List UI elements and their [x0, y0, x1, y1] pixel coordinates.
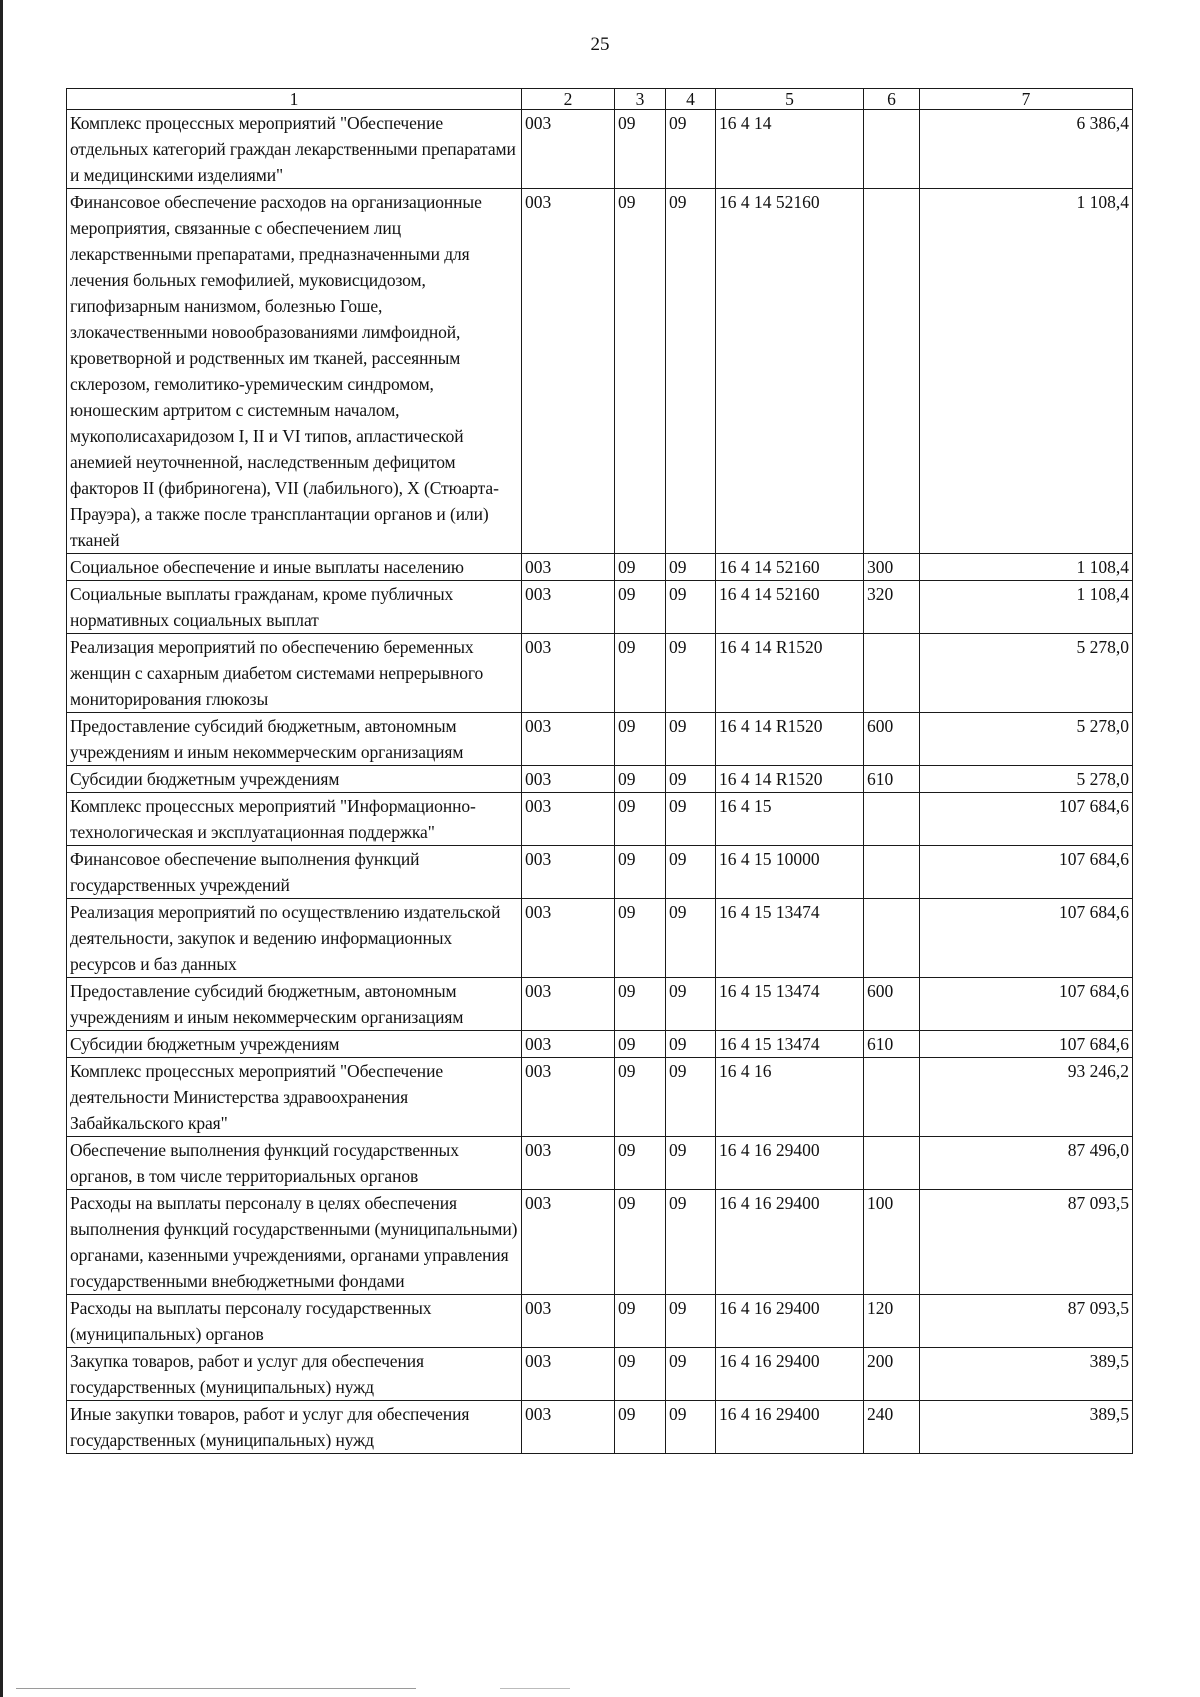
row-col4-cell: 09 [666, 554, 716, 581]
row-col5-cell: 16 4 14 52160 [716, 189, 864, 554]
row-col5-cell: 16 4 14 R1520 [716, 634, 864, 713]
row-name-cell: Обеспечение выполнения функций государственных органов, в том числе территориальных органов [67, 1137, 522, 1190]
row-col6-cell [864, 899, 920, 978]
row-amount-cell: 1 108,4 [920, 554, 1133, 581]
row-amount-cell: 1 108,4 [920, 581, 1133, 634]
row-col5-cell: 16 4 16 29400 [716, 1348, 864, 1401]
row-amount-cell: 107 684,6 [920, 846, 1133, 899]
header-col-2: 2 [522, 89, 615, 110]
table-row [67, 554, 1133, 581]
row-amount-cell: 87 093,5 [920, 1295, 1133, 1348]
row-name-cell: Субсидии бюджетным учреждениям [67, 766, 522, 793]
header-row [67, 89, 1133, 110]
table-body [67, 110, 1133, 1454]
row-col5-cell: 16 4 16 29400 [716, 1401, 864, 1454]
row-name-cell: Расходы на выплаты персоналу в целях обеспечения выполнения функций государственными (муниципальными) органами, казенными учреждениями, органами управления государственными внебюджетными фондами [67, 1190, 522, 1295]
header-col-3: 3 [615, 89, 666, 110]
row-amount-cell: 389,5 [920, 1401, 1133, 1454]
row-name-cell: Комплекс процессных мероприятий "Информационно-технологическая и эксплуатационная поддержка" [67, 793, 522, 846]
row-amount-cell: 1 108,4 [920, 189, 1133, 554]
row-col6-cell [864, 1058, 920, 1137]
row-col2-cell: 003 [522, 1401, 615, 1454]
row-col4-cell: 09 [666, 793, 716, 846]
row-col3-cell: 09 [615, 899, 666, 978]
row-col3-cell: 09 [615, 766, 666, 793]
table-row [67, 978, 1133, 1031]
row-col5-cell: 16 4 15 10000 [716, 846, 864, 899]
row-col4-cell: 09 [666, 581, 716, 634]
row-col4-cell: 09 [666, 634, 716, 713]
row-col3-cell: 09 [615, 110, 666, 189]
row-amount-cell: 107 684,6 [920, 978, 1133, 1031]
row-name-cell: Финансовое обеспечение расходов на организационные мероприятия, связанные с обеспечением лиц лекарственными препаратами, предназначенными для лечения больных гемофилией, муковисцидозом, гипофизарным нанизмом, болезнью Гоше, злокачественными новообразованиями лимфоидной, кроветворной и родственных им тканей, рассеянным склерозом, гемолитико-уремическим синдромом, юношеским артритом с системным началом, мукополисахаридозом I, II и VI типов, апластической анемией неуточненной, наследственным дефицитом факторов II (фибриногена), VII (лабильного), X (Стюарта-Прауэра), а также после трансплантации органов и (или) тканей [67, 189, 522, 554]
row-col6-cell: 100 [864, 1190, 920, 1295]
row-col4-cell: 09 [666, 1401, 716, 1454]
row-col6-cell: 600 [864, 713, 920, 766]
row-col4-cell: 09 [666, 189, 716, 554]
row-name-cell: Реализация мероприятий по обеспечению беременных женщин с сахарным диабетом системами непрерывного мониторирования глюкозы [67, 634, 522, 713]
row-col2-cell: 003 [522, 1137, 615, 1190]
row-col2-cell: 003 [522, 1031, 615, 1058]
table-row [67, 766, 1133, 793]
header-col-7: 7 [920, 89, 1133, 110]
row-col6-cell: 320 [864, 581, 920, 634]
row-name-cell: Закупка товаров, работ и услуг для обеспечения государственных (муниципальных) нужд [67, 1348, 522, 1401]
row-col3-cell: 09 [615, 793, 666, 846]
row-col3-cell: 09 [615, 713, 666, 766]
header-col-4: 4 [666, 89, 716, 110]
row-col6-cell: 120 [864, 1295, 920, 1348]
row-col6-cell: 610 [864, 1031, 920, 1058]
table-row [67, 1137, 1133, 1190]
row-col3-cell: 09 [615, 581, 666, 634]
row-col6-cell: 600 [864, 978, 920, 1031]
page-number: 25 [590, 34, 610, 55]
row-col5-cell: 16 4 15 13474 [716, 1031, 864, 1058]
table-row [67, 899, 1133, 978]
row-col2-cell: 003 [522, 1348, 615, 1401]
row-col4-cell: 09 [666, 1058, 716, 1137]
row-name-cell: Финансовое обеспечение выполнения функций государственных учреждений [67, 846, 522, 899]
row-col4-cell: 09 [666, 978, 716, 1031]
row-col2-cell: 003 [522, 554, 615, 581]
row-col3-cell: 09 [615, 634, 666, 713]
row-col2-cell: 003 [522, 846, 615, 899]
row-col5-cell: 16 4 15 13474 [716, 899, 864, 978]
table-row [67, 793, 1133, 846]
table-row [67, 110, 1133, 189]
row-name-cell: Предоставление субсидий бюджетным, автономным учреждениям и иным некоммерческим организациям [67, 713, 522, 766]
row-col6-cell [864, 1137, 920, 1190]
row-col4-cell: 09 [666, 1295, 716, 1348]
scan-artifact-line [16, 1688, 416, 1689]
row-col6-cell [864, 634, 920, 713]
table-row [67, 1348, 1133, 1401]
row-amount-cell: 389,5 [920, 1348, 1133, 1401]
row-col2-cell: 003 [522, 978, 615, 1031]
row-col3-cell: 09 [615, 1190, 666, 1295]
row-amount-cell: 107 684,6 [920, 899, 1133, 978]
row-amount-cell: 107 684,6 [920, 793, 1133, 846]
scan-edge [0, 0, 3, 1697]
row-amount-cell: 5 278,0 [920, 634, 1133, 713]
row-name-cell: Предоставление субсидий бюджетным, автономным учреждениям и иным некоммерческим организациям [67, 978, 522, 1031]
scan-artifact-mark [500, 1688, 570, 1689]
row-col2-cell: 003 [522, 634, 615, 713]
row-amount-cell: 5 278,0 [920, 766, 1133, 793]
row-col6-cell: 240 [864, 1401, 920, 1454]
row-col6-cell [864, 846, 920, 899]
row-col6-cell [864, 189, 920, 554]
row-col2-cell: 003 [522, 766, 615, 793]
row-col6-cell [864, 793, 920, 846]
table-row [67, 581, 1133, 634]
row-col5-cell: 16 4 14 52160 [716, 581, 864, 634]
table-row [67, 846, 1133, 899]
row-col5-cell: 16 4 16 29400 [716, 1190, 864, 1295]
row-col3-cell: 09 [615, 554, 666, 581]
row-col4-cell: 09 [666, 846, 716, 899]
row-col3-cell: 09 [615, 846, 666, 899]
row-col3-cell: 09 [615, 978, 666, 1031]
row-col6-cell [864, 110, 920, 189]
row-col4-cell: 09 [666, 1137, 716, 1190]
header-col-5: 5 [716, 89, 864, 110]
table-row [67, 1031, 1133, 1058]
row-col5-cell: 16 4 14 R1520 [716, 713, 864, 766]
header-col-1: 1 [67, 89, 522, 110]
row-name-cell: Комплекс процессных мероприятий "Обеспечение отдельных категорий граждан лекарственными препаратами и медицинскими изделиями" [67, 110, 522, 189]
row-name-cell: Субсидии бюджетным учреждениям [67, 1031, 522, 1058]
row-col5-cell: 16 4 14 [716, 110, 864, 189]
row-col4-cell: 09 [666, 899, 716, 978]
table-row [67, 1058, 1133, 1137]
table-row [67, 1295, 1133, 1348]
row-amount-cell: 107 684,6 [920, 1031, 1133, 1058]
row-col4-cell: 09 [666, 1031, 716, 1058]
row-col5-cell: 16 4 15 13474 [716, 978, 864, 1031]
row-col6-cell: 300 [864, 554, 920, 581]
row-name-cell: Комплекс процессных мероприятий "Обеспечение деятельности Министерства здравоохранения Забайкальского края" [67, 1058, 522, 1137]
row-col6-cell: 200 [864, 1348, 920, 1401]
row-col4-cell: 09 [666, 1348, 716, 1401]
row-col3-cell: 09 [615, 1401, 666, 1454]
row-name-cell: Расходы на выплаты персоналу государственных (муниципальных) органов [67, 1295, 522, 1348]
table-row [67, 1401, 1133, 1454]
row-amount-cell: 87 093,5 [920, 1190, 1133, 1295]
row-name-cell: Иные закупки товаров, работ и услуг для обеспечения государственных (муниципальных) нужд [67, 1401, 522, 1454]
row-col3-cell: 09 [615, 1031, 666, 1058]
row-amount-cell: 93 246,2 [920, 1058, 1133, 1137]
row-name-cell: Реализация мероприятий по осуществлению издательской деятельности, закупок и ведению информационных ресурсов и баз данных [67, 899, 522, 978]
row-col4-cell: 09 [666, 766, 716, 793]
row-col3-cell: 09 [615, 1137, 666, 1190]
budget-table [66, 88, 1133, 1454]
row-col2-cell: 003 [522, 1295, 615, 1348]
row-col2-cell: 003 [522, 110, 615, 189]
row-col2-cell: 003 [522, 189, 615, 554]
row-name-cell: Социальные выплаты гражданам, кроме публичных нормативных социальных выплат [67, 581, 522, 634]
row-col5-cell: 16 4 16 [716, 1058, 864, 1137]
table-row [67, 1190, 1133, 1295]
table-row [67, 634, 1133, 713]
row-col2-cell: 003 [522, 899, 615, 978]
table-row [67, 713, 1133, 766]
row-col2-cell: 003 [522, 793, 615, 846]
row-amount-cell: 6 386,4 [920, 110, 1133, 189]
row-col6-cell: 610 [864, 766, 920, 793]
row-col2-cell: 003 [522, 1190, 615, 1295]
row-col2-cell: 003 [522, 713, 615, 766]
row-col3-cell: 09 [615, 1058, 666, 1137]
row-col4-cell: 09 [666, 110, 716, 189]
row-col4-cell: 09 [666, 1190, 716, 1295]
row-col3-cell: 09 [615, 189, 666, 554]
row-amount-cell: 87 496,0 [920, 1137, 1133, 1190]
row-col5-cell: 16 4 16 29400 [716, 1295, 864, 1348]
row-col5-cell: 16 4 14 52160 [716, 554, 864, 581]
row-name-cell: Социальное обеспечение и иные выплаты населению [67, 554, 522, 581]
row-col2-cell: 003 [522, 1058, 615, 1137]
header-col-6: 6 [864, 89, 920, 110]
row-col5-cell: 16 4 16 29400 [716, 1137, 864, 1190]
row-col5-cell: 16 4 14 R1520 [716, 766, 864, 793]
row-col5-cell: 16 4 15 [716, 793, 864, 846]
row-amount-cell: 5 278,0 [920, 713, 1133, 766]
row-col4-cell: 09 [666, 713, 716, 766]
table-row [67, 189, 1133, 554]
row-col2-cell: 003 [522, 581, 615, 634]
row-col3-cell: 09 [615, 1348, 666, 1401]
row-col3-cell: 09 [615, 1295, 666, 1348]
